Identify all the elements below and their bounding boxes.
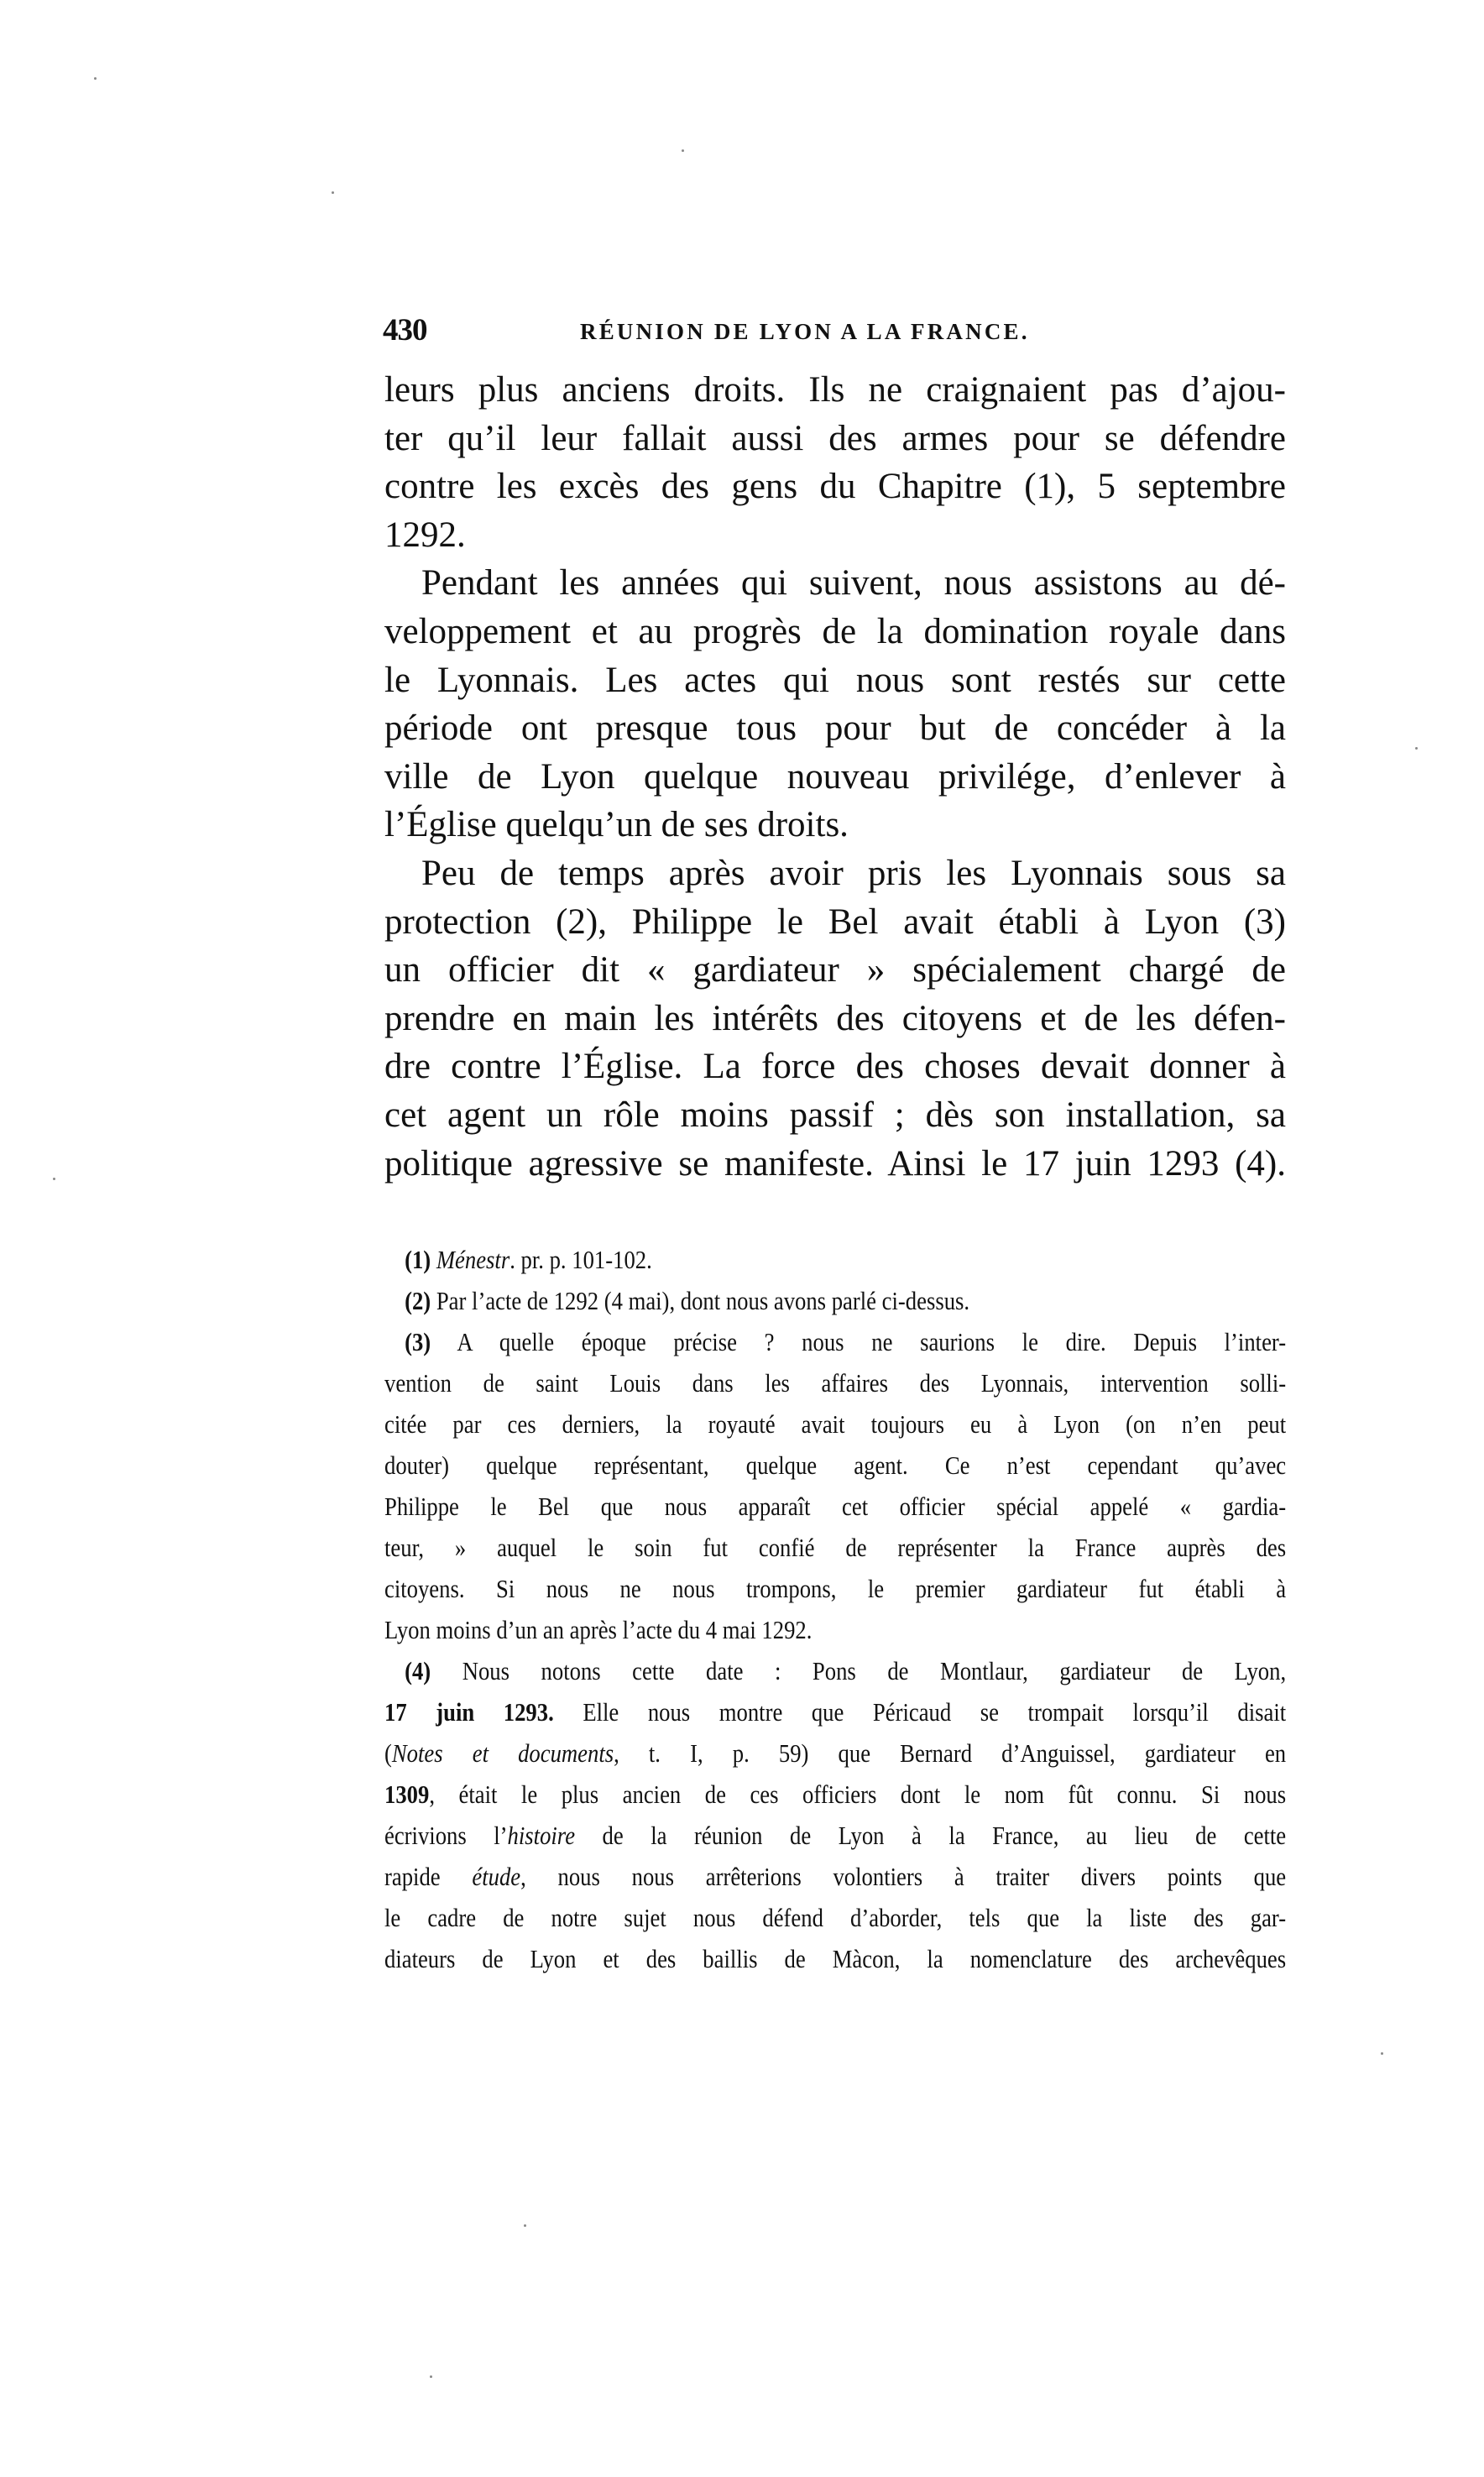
footnote-line: le cadre de notre sujet nous défend d’aborder, tels que la liste des gar- bbox=[384, 1903, 1287, 1932]
footnote-line bbox=[384, 1321, 1286, 1362]
text-line: contre les excès des gens du Chapitre (1), 5 septembre bbox=[384, 467, 1286, 507]
footnote bbox=[384, 1280, 1160, 1321]
text-line: veloppement et au progrès de la domination royale dans bbox=[384, 611, 1286, 651]
footnote-text: de la réunion de Lyon à la France, au lieu de cette bbox=[575, 1821, 1287, 1850]
footnote-line: Philippe le Bel que nous apparaît cet officier spécial appelé « gardia- bbox=[384, 1492, 1287, 1521]
footnote-line bbox=[384, 1650, 1286, 1691]
footnote-number: (4) bbox=[405, 1656, 431, 1685]
text-line: ter qu’il leur fallait aussi des armes pour se défendre bbox=[384, 418, 1286, 458]
footnote-line: citée par ces derniers, la royauté avait toujours eu à Lyon (on n’en peut bbox=[384, 1409, 1287, 1439]
footnote-line bbox=[384, 1280, 1286, 1321]
text-line: leurs plus anciens droits. Ils ne craignaient pas d’ajou- bbox=[384, 370, 1286, 410]
footnote-line: vention de saint Louis dans les affaires des Lyonnais, intervention solli- bbox=[384, 1368, 1287, 1398]
text-line: Pendant les années qui suivent, nous assistons au dé- bbox=[421, 563, 1286, 604]
text-line: le Lyonnais. Les actes qui nous sont restés sur cette bbox=[384, 660, 1286, 700]
footnote-text: Par l’acte de 1292 (4 mai), dont nous avons parlé ci-dessus. bbox=[436, 1286, 970, 1315]
italic-word: histoire bbox=[507, 1821, 576, 1850]
text-line: l’Église quelqu’un de ses droits. bbox=[384, 805, 849, 845]
bold-date: 17 juin 1293. bbox=[384, 1697, 554, 1727]
text-line: ville de Lyon quelque nouveau privilége, d’enlever à bbox=[384, 756, 1286, 797]
paragraph bbox=[384, 366, 1286, 559]
footnote-number: (2) bbox=[405, 1286, 431, 1315]
scan-speck bbox=[1415, 747, 1418, 750]
footnote-line bbox=[384, 1239, 1286, 1280]
scan-speck bbox=[430, 2375, 432, 2378]
main-text bbox=[384, 366, 1286, 1188]
footnote-line: douter) quelque représentant, quelque agent. Ce n’est cependant qu’avec bbox=[384, 1450, 1287, 1480]
footnote bbox=[384, 1650, 1287, 1979]
footnote-text: Elle nous montre que Péricaud se trompait lorsqu’il disait bbox=[553, 1697, 1287, 1727]
text-line: période ont presque tous pour but de concéder à la bbox=[384, 708, 1286, 749]
footnotes bbox=[384, 1239, 1287, 1979]
footnote-text: rapide bbox=[384, 1862, 473, 1891]
footnote-line: Lyon moins d’un an après l’acte du 4 mai 1292. bbox=[384, 1615, 813, 1644]
footnote-text: , t. I, p. 59) que Bernard d’Anguissel, gardiateur en bbox=[614, 1738, 1287, 1768]
text-line: cet agent un rôle moins passif ; dès son installation, sa bbox=[384, 1095, 1286, 1135]
scan-speck bbox=[1381, 2052, 1383, 2055]
footnote-line bbox=[384, 1732, 1286, 1774]
footnote-line bbox=[384, 1815, 1286, 1856]
footnote-text: Nous notons cette date : Pons de Montlaur, gardiateur de Lyon, bbox=[462, 1656, 1287, 1685]
footnote bbox=[384, 1321, 1287, 1650]
footnote bbox=[384, 1239, 1160, 1280]
footnote-line bbox=[384, 1774, 1286, 1815]
text-line: politique agressive se manifeste. Ainsi le 17 juin 1293 (4). bbox=[384, 1143, 1286, 1184]
scan-speck bbox=[524, 2224, 526, 2227]
bold-date: 1309 bbox=[384, 1779, 430, 1809]
scan-speck bbox=[682, 149, 684, 152]
page-header bbox=[383, 312, 1286, 349]
footnote-text: . pr. p. 101-102. bbox=[509, 1245, 652, 1274]
text-line: dre contre l’Église. La force des choses devait donner à bbox=[384, 1047, 1286, 1087]
paragraph bbox=[384, 849, 1286, 1188]
running-title: RÉUNION DE LYON A LA FRANCE. bbox=[580, 319, 1030, 344]
footnote-text: , était le plus ancien de ces officiers dont le nom fût connu. Si nous bbox=[429, 1779, 1287, 1809]
footnote-line: teur, » auquel le soin fut confié de représenter la France auprès des bbox=[384, 1533, 1287, 1562]
footnote-text: écrivions l’ bbox=[384, 1821, 508, 1850]
footnote-text: A quelle époque précise ? nous ne saurions le dire. Depuis l’inter- bbox=[457, 1327, 1287, 1356]
text-line: protection (2), Philippe le Bel avait établi à Lyon (3) bbox=[384, 901, 1286, 942]
scan-speck bbox=[53, 1178, 55, 1180]
italic-word: étude bbox=[472, 1862, 521, 1891]
italic-citation: Ménestr bbox=[436, 1245, 510, 1274]
footnote-number: (1) bbox=[405, 1245, 431, 1274]
scan-speck bbox=[94, 77, 97, 80]
footnote-line bbox=[384, 1856, 1286, 1897]
footnote-text: , nous nous arrêterions volontiers à traiter divers points que bbox=[520, 1862, 1287, 1891]
footnote-line: diateurs de Lyon et des baillis de Màcon, la nomenclature des archevêques bbox=[384, 1944, 1287, 1973]
footnote-line bbox=[384, 1691, 1286, 1732]
text-line: Peu de temps après avoir pris les Lyonnais sous sa bbox=[421, 853, 1286, 893]
text-line: 1292. bbox=[384, 515, 466, 555]
paragraph bbox=[384, 559, 1286, 849]
page-number: 430 bbox=[383, 313, 427, 348]
footnote-number: (3) bbox=[405, 1327, 431, 1356]
footnote-text: ( bbox=[384, 1738, 392, 1768]
text-line: prendre en main les intérêts des citoyens et de les défen- bbox=[384, 998, 1286, 1038]
text-line: un officier dit « gardiateur » spécialement chargé de bbox=[384, 950, 1286, 990]
footnote-line: citoyens. Si nous ne nous trompons, le premier gardiateur fut établi à bbox=[384, 1574, 1287, 1603]
italic-citation: Notes et documents bbox=[391, 1738, 614, 1768]
scan-speck bbox=[332, 191, 334, 194]
